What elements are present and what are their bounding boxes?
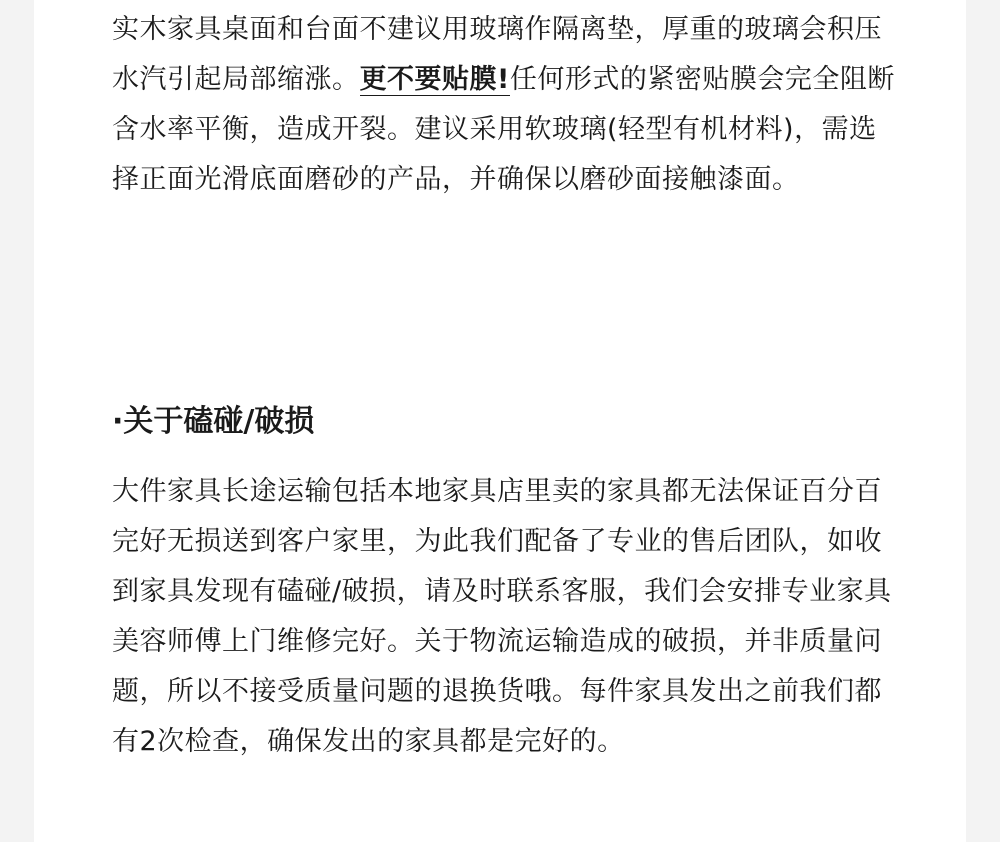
- section-heading-damage: ·关于磕碰/破损: [112, 404, 315, 439]
- soft-glass-advice-text: 任何形式的紧密贴膜会完全阻断含水率平衡，造成开裂。建议采用软玻璃(轻型有机材料)，需选择正面光滑底面磨砂的产品，并确保以磨砂面接触漆面。: [112, 64, 895, 195]
- damage-policy-paragraph: 大件家具长途运输包括本地家具店里卖的家具都无法保证百分百完好无损送到客户家里，为此我们配备了专业的售后团队，如收到家具发现有磕碰/破损，请及时联系客服，我们会安排专业家具美容师傅上门维修完好。关于物流运输造成的破损，并非质量问题，所以不接受质量问题的退换货哦。每件家具发出之前我们都有2次检查，确保发出的家具都是完好的。: [112, 476, 892, 757]
- no-film-warning: 更不要贴膜!: [359, 64, 510, 95]
- page-card: [34, 0, 966, 842]
- glass-advice-text: 实木家具桌面和台面不建议用玻璃作隔离垫，厚重的玻璃会积压水汽引起局部缩涨。: [112, 14, 882, 95]
- glass-film-paragraph: [112, 5, 902, 205]
- article-content: [112, 5, 902, 757]
